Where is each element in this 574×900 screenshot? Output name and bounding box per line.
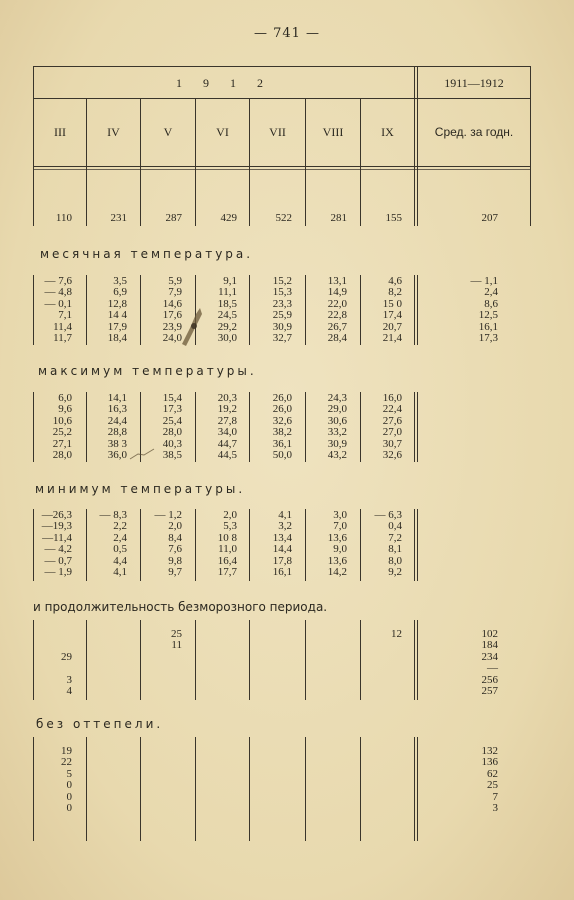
section-title-frost-free: и продолжительность безморозного периода. bbox=[33, 600, 328, 614]
max-temp-col: 16,0 22,4 27,6 27,0 30,7 32,6 bbox=[382, 392, 402, 462]
col-sep bbox=[414, 392, 415, 462]
monthly-temp-col: — 7,6 — 4,8 — 0,1 7,1 11,4 11,7 bbox=[44, 275, 72, 345]
avg-header: Сред. за годн. bbox=[434, 125, 514, 139]
min-temp-col: — 1,2 2,0 8,4 7,6 9,8 9,7 bbox=[154, 509, 182, 579]
min-temp-col: 3,0 7,0 13,6 9,0 13,6 14,2 bbox=[327, 509, 347, 579]
min-temp-col: 2,0 5,3 10 8 11,0 16,4 17,7 bbox=[217, 509, 237, 579]
precip-cell: 522 bbox=[275, 212, 292, 224]
frost-free-col-march: 29 3 4 bbox=[61, 650, 72, 698]
month-header: VIII bbox=[322, 125, 344, 139]
min-temp-col: — 6,3 0,4 7,2 8,1 8,0 9,2 bbox=[374, 509, 402, 579]
month-header: V bbox=[163, 125, 173, 139]
col-sep bbox=[140, 737, 141, 841]
col-sep bbox=[417, 392, 418, 462]
col-sep bbox=[140, 98, 141, 226]
frost-free-col-sept: 12 bbox=[391, 628, 402, 640]
precip-cell: 287 bbox=[165, 212, 182, 224]
col-sep bbox=[360, 98, 361, 226]
precip-cell: 155 bbox=[385, 212, 402, 224]
table-right-border bbox=[530, 66, 531, 226]
section-title-min-temp: минимум температуры. bbox=[35, 482, 246, 496]
col-sep bbox=[249, 620, 250, 700]
pencil-stroke bbox=[128, 446, 156, 462]
min-temp-col: — 8,3 2,2 2,4 0,5 4,4 4,1 bbox=[99, 509, 127, 579]
monthly-temp-avg-col: — 1,1 2,4 8,6 12,5 16,1 17,3 bbox=[470, 275, 498, 345]
max-temp-col: 6,0 9,6 10,6 25,2 27,1 28,0 bbox=[52, 392, 72, 462]
monthly-temp-col: 5,9 7,9 14,6 17,6 23,9 24,0 bbox=[162, 275, 182, 345]
month-header: VI bbox=[216, 125, 229, 139]
max-temp-col: 24,3 29,0 30,6 33,2 30,9 43,2 bbox=[327, 392, 347, 462]
monthly-temp-col: 3,5 6,9 12,8 14 4 17,9 18,4 bbox=[107, 275, 127, 345]
col-sep bbox=[86, 98, 87, 226]
col-sep bbox=[360, 737, 361, 841]
month-header-rule-double bbox=[33, 169, 531, 170]
col-sep bbox=[86, 620, 87, 700]
col-sep bbox=[249, 737, 250, 841]
year-label: 1 9 1 2 bbox=[176, 76, 272, 90]
month-header: VII bbox=[269, 125, 286, 139]
precip-cell: 281 bbox=[330, 212, 347, 224]
table-top-rule bbox=[33, 66, 531, 67]
col-sep bbox=[249, 98, 250, 226]
precip-cell: 429 bbox=[220, 212, 237, 224]
no-thaw-avg-col: 132 136 62 25 7 3 bbox=[481, 745, 498, 815]
precip-cell: 231 bbox=[110, 212, 127, 224]
pencil-mark bbox=[172, 304, 212, 354]
col-sep bbox=[305, 98, 306, 226]
col-sep bbox=[195, 98, 196, 226]
month-header: IV bbox=[107, 125, 120, 139]
col-sep bbox=[305, 737, 306, 841]
min-temp-col: 4,1 3,2 13,4 14,4 17,8 16,1 bbox=[272, 509, 292, 579]
section-title-max-temp: максимум температуры. bbox=[38, 364, 257, 378]
col-sep bbox=[417, 509, 418, 581]
max-temp-col: 15,4 17,3 25,4 28,0 40,3 38,5 bbox=[162, 392, 182, 462]
min-temp-col: —26,3 —19,3 —11,4 — 4,2 — 0,7 — 1,9 bbox=[41, 509, 72, 579]
period-label: 1911—1912 bbox=[444, 76, 504, 90]
monthly-temp-col: 13,1 14,9 22,0 22,8 26,7 28,4 bbox=[327, 275, 347, 345]
frost-free-avg-col: 102 184 234 — 256 257 bbox=[481, 628, 498, 698]
col-sep bbox=[414, 509, 415, 581]
monthly-temp-col: 15,2 15,3 23,3 25,9 30,9 32,7 bbox=[272, 275, 292, 345]
col-sep bbox=[414, 620, 415, 700]
frost-free-col-may: 25 11 bbox=[171, 628, 182, 652]
col-sep bbox=[195, 620, 196, 700]
max-temp-col: 20,3 19,2 27,8 34,0 44,7 44,5 bbox=[217, 392, 237, 462]
page-number: — 741 — bbox=[253, 26, 321, 41]
section-title-monthly-temp: месячная температура. bbox=[40, 247, 254, 261]
precip-cell: 110 bbox=[55, 212, 72, 224]
col-sep bbox=[414, 737, 415, 841]
section-title-no-thaw: без оттепели. bbox=[36, 717, 164, 731]
monthly-temp-col: 4,6 8,2 15 0 17,4 20,7 21,4 bbox=[382, 275, 402, 345]
month-header: IX bbox=[381, 125, 394, 139]
col-sep bbox=[86, 737, 87, 841]
max-temp-col: 26,0 26,0 32,6 38,2 36,1 50,0 bbox=[272, 392, 292, 462]
month-header: III bbox=[54, 125, 66, 139]
year-header-rule bbox=[33, 98, 531, 99]
no-thaw-col-march: 19 22 5 0 0 0 bbox=[61, 745, 72, 815]
max-temp-col: 14,1 16,3 24,4 28,8 38 3 36,0 bbox=[107, 392, 127, 462]
monthly-temp-col: 9,1 11,1 18,5 24,5 29,2 30,0 bbox=[217, 275, 237, 345]
col-sep bbox=[195, 737, 196, 841]
month-header-rule bbox=[33, 166, 531, 167]
col-sep bbox=[414, 275, 415, 345]
col-sep-period bbox=[414, 66, 415, 226]
precip-avg-cell: 207 bbox=[481, 212, 498, 224]
col-sep bbox=[305, 620, 306, 700]
